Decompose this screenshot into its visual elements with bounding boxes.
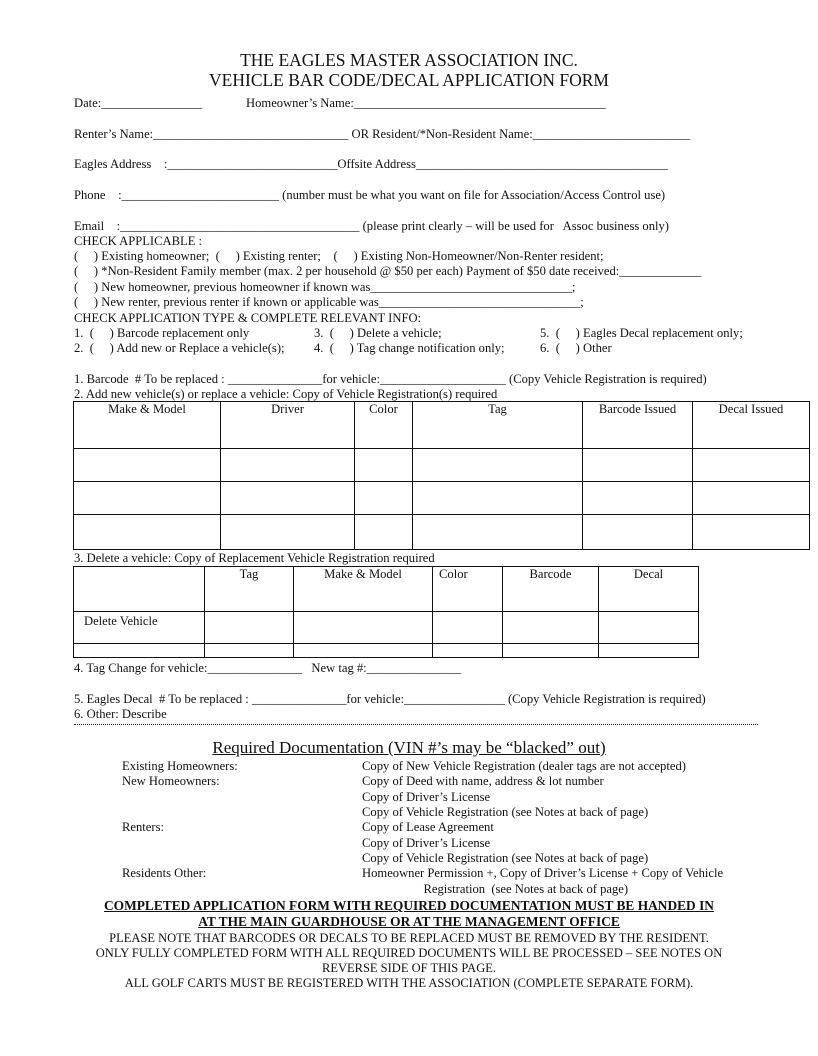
decal-replacement-line[interactable]: 5. Eagles Decal # To be replaced : _______________for vehicle:________________ (Copy Vehicle Registration is required) [74,692,706,706]
footer-note: PLEASE NOTE THAT BARCODES OR DECALS TO BE REPLACED MUST BE REMOVED BY THE RESIDENT. [109,931,709,945]
column-header [74,567,205,612]
table-row [74,515,810,550]
column-header: Color [355,402,413,449]
table-cell[interactable] [221,515,355,550]
delete-vehicle-row-label: Delete Vehicle [74,612,205,644]
required-documentation-title: Required Documentation (VIN #’s may be “blacked” out) [212,738,606,757]
form-title: VEHICLE BAR CODE/DECAL APPLICATION FORM [209,70,609,90]
renter-name-field[interactable]: Renter’s Name:_______________________________ OR Resident/*Non-Resident Name:_________________________ [74,127,691,141]
column-header: Driver [221,402,355,449]
table-row [74,644,699,658]
table-cell[interactable] [433,612,503,644]
table-cell[interactable] [355,449,413,482]
table-cell[interactable] [221,482,355,515]
doc-requirement: Copy of Lease Agreement [362,820,494,834]
add-vehicle-label: 2. Add new vehicle(s) or replace a vehicle: Copy of Vehicle Registration(s) required [74,387,498,401]
table-cell[interactable] [205,612,294,644]
homeowner-name-field[interactable]: Homeowner’s Name:________________________________________ [246,96,606,110]
table-cell [74,644,205,658]
table-cell[interactable] [503,612,599,644]
doc-category-label: Existing Homeowners: [122,759,238,773]
application-type-option[interactable]: 6. ( ) Other [540,341,612,355]
doc-requirement: Copy of Vehicle Registration (see Notes at back of page) [362,851,649,865]
column-header: Decal Issued [693,402,810,449]
doc-category-label: Renters: [122,820,164,834]
column-header: Tag [413,402,583,449]
table-cell[interactable] [74,482,221,515]
doc-category-label: Residents Other: [122,866,207,880]
delete-vehicle-label: 3. Delete a vehicle: Copy of Replacement Vehicle Registration required [74,551,435,565]
table-cell[interactable] [503,644,599,658]
table-header-row [74,402,810,449]
table-cell[interactable] [205,644,294,658]
doc-requirement: Homeowner Permission +, Copy of Driver’s License + Copy of Vehicle [362,866,724,880]
table-row [74,482,810,515]
footer-note: ALL GOLF CARTS MUST BE REGISTERED WITH THE ASSOCIATION (COMPLETE SEPARATE FORM). [124,976,694,990]
table-cell[interactable] [355,482,413,515]
table-cell[interactable] [413,515,583,550]
check-applicable-line[interactable]: ( ) New renter, previous renter if known or applicable was________________________________; [74,295,584,309]
table-cell[interactable] [355,515,413,550]
application-type-option[interactable]: 3. ( ) Delete a vehicle; [314,326,442,340]
table-cell[interactable] [221,449,355,482]
column-header: Tag [205,567,294,612]
delete-vehicle-table [73,566,699,658]
application-type-heading: CHECK APPLICATION TYPE & COMPLETE RELEVANT INFO: [74,311,422,325]
dotted-divider [74,724,758,725]
table-cell[interactable] [583,515,693,550]
table-cell[interactable] [433,644,503,658]
table-row [74,449,810,482]
barcode-replacement-line[interactable]: 1. Barcode # To be replaced : _______________for vehicle:____________________ (Copy Vehicle Registration is required) [74,372,707,386]
table-cell[interactable] [693,482,810,515]
table-cell[interactable] [693,515,810,550]
association-title: THE EAGLES MASTER ASSOCIATION INC. [240,50,578,70]
check-applicable-heading: CHECK APPLICABLE : [74,234,203,248]
table-cell[interactable] [413,482,583,515]
table-cell[interactable] [693,449,810,482]
check-applicable-line[interactable]: ( ) Existing homeowner; ( ) Existing renter; ( ) Existing Non-Homeowner/Non-Renter resident; [74,249,604,263]
submission-instruction: COMPLETED APPLICATION FORM WITH REQUIRED DOCUMENTATION MUST BE HANDED IN [104,898,714,913]
doc-category-label: New Homeowners: [122,774,220,788]
check-applicable-line[interactable]: ( ) New homeowner, previous homeowner if known was________________________________; [74,280,576,294]
table-cell[interactable] [294,644,433,658]
table-cell[interactable] [74,515,221,550]
table-header-row [74,567,699,612]
column-header: Decal [599,567,699,612]
application-type-option[interactable]: 5. ( ) Eagles Decal replacement only; [540,326,743,340]
footer-note: ONLY FULLY COMPLETED FORM WITH ALL REQUIRED DOCUMENTS WILL BE PROCESSED – SEE NOTES ON [95,946,723,960]
doc-requirement: Copy of Deed with name, address & lot number [362,774,604,788]
phone-field[interactable]: Phone :_________________________ (number must be what you want on file for Association/Access Control use) [74,188,666,202]
table-cell[interactable] [74,449,221,482]
other-describe-line[interactable]: 6. Other: Describe [74,707,167,721]
tag-change-line[interactable]: 4. Tag Change for vehicle:_______________ New tag #:_______________ [74,661,462,675]
add-vehicle-table [73,401,810,550]
column-header: Make & Model [74,402,221,449]
column-header: Color [433,567,503,612]
doc-requirement: Copy of Vehicle Registration (see Notes at back of page) [362,805,649,819]
table-cell[interactable] [294,612,433,644]
doc-requirement: Registration (see Notes at back of page) [392,882,629,896]
doc-requirement: Copy of Driver’s License [362,790,491,804]
table-cell[interactable] [599,644,699,658]
application-type-option[interactable]: 4. ( ) Tag change notification only; [314,341,505,355]
table-cell[interactable] [413,449,583,482]
column-header: Barcode Issued [583,402,693,449]
column-header: Barcode [503,567,599,612]
table-row [74,612,699,644]
address-field[interactable]: Eagles Address :___________________________Offsite Address________________________________________ [74,157,668,171]
check-applicable-line[interactable]: ( ) *Non-Resident Family member (max. 2 per household @ $50 per each) Payment of $50 date received:_____________ [74,264,702,278]
table-cell[interactable] [583,449,693,482]
doc-requirement: Copy of Driver’s License [362,836,491,850]
table-cell[interactable] [583,482,693,515]
email-field[interactable]: Email :______________________________________ (please print clearly – will be used for Assoc business only) [74,219,669,233]
column-header: Make & Model [294,567,433,612]
doc-requirement: Copy of New Vehicle Registration (dealer tags are not accepted) [362,759,686,773]
table-cell[interactable] [599,612,699,644]
application-type-option[interactable]: 1. ( ) Barcode replacement only [74,326,250,340]
footer-note: REVERSE SIDE OF THIS PAGE. [322,961,496,975]
application-type-option[interactable]: 2. ( ) Add new or Replace a vehicle(s); [74,341,285,355]
date-field[interactable]: Date:________________ [74,96,203,110]
submission-instruction: AT THE MAIN GUARDHOUSE OR AT THE MANAGEMENT OFFICE [198,914,620,929]
